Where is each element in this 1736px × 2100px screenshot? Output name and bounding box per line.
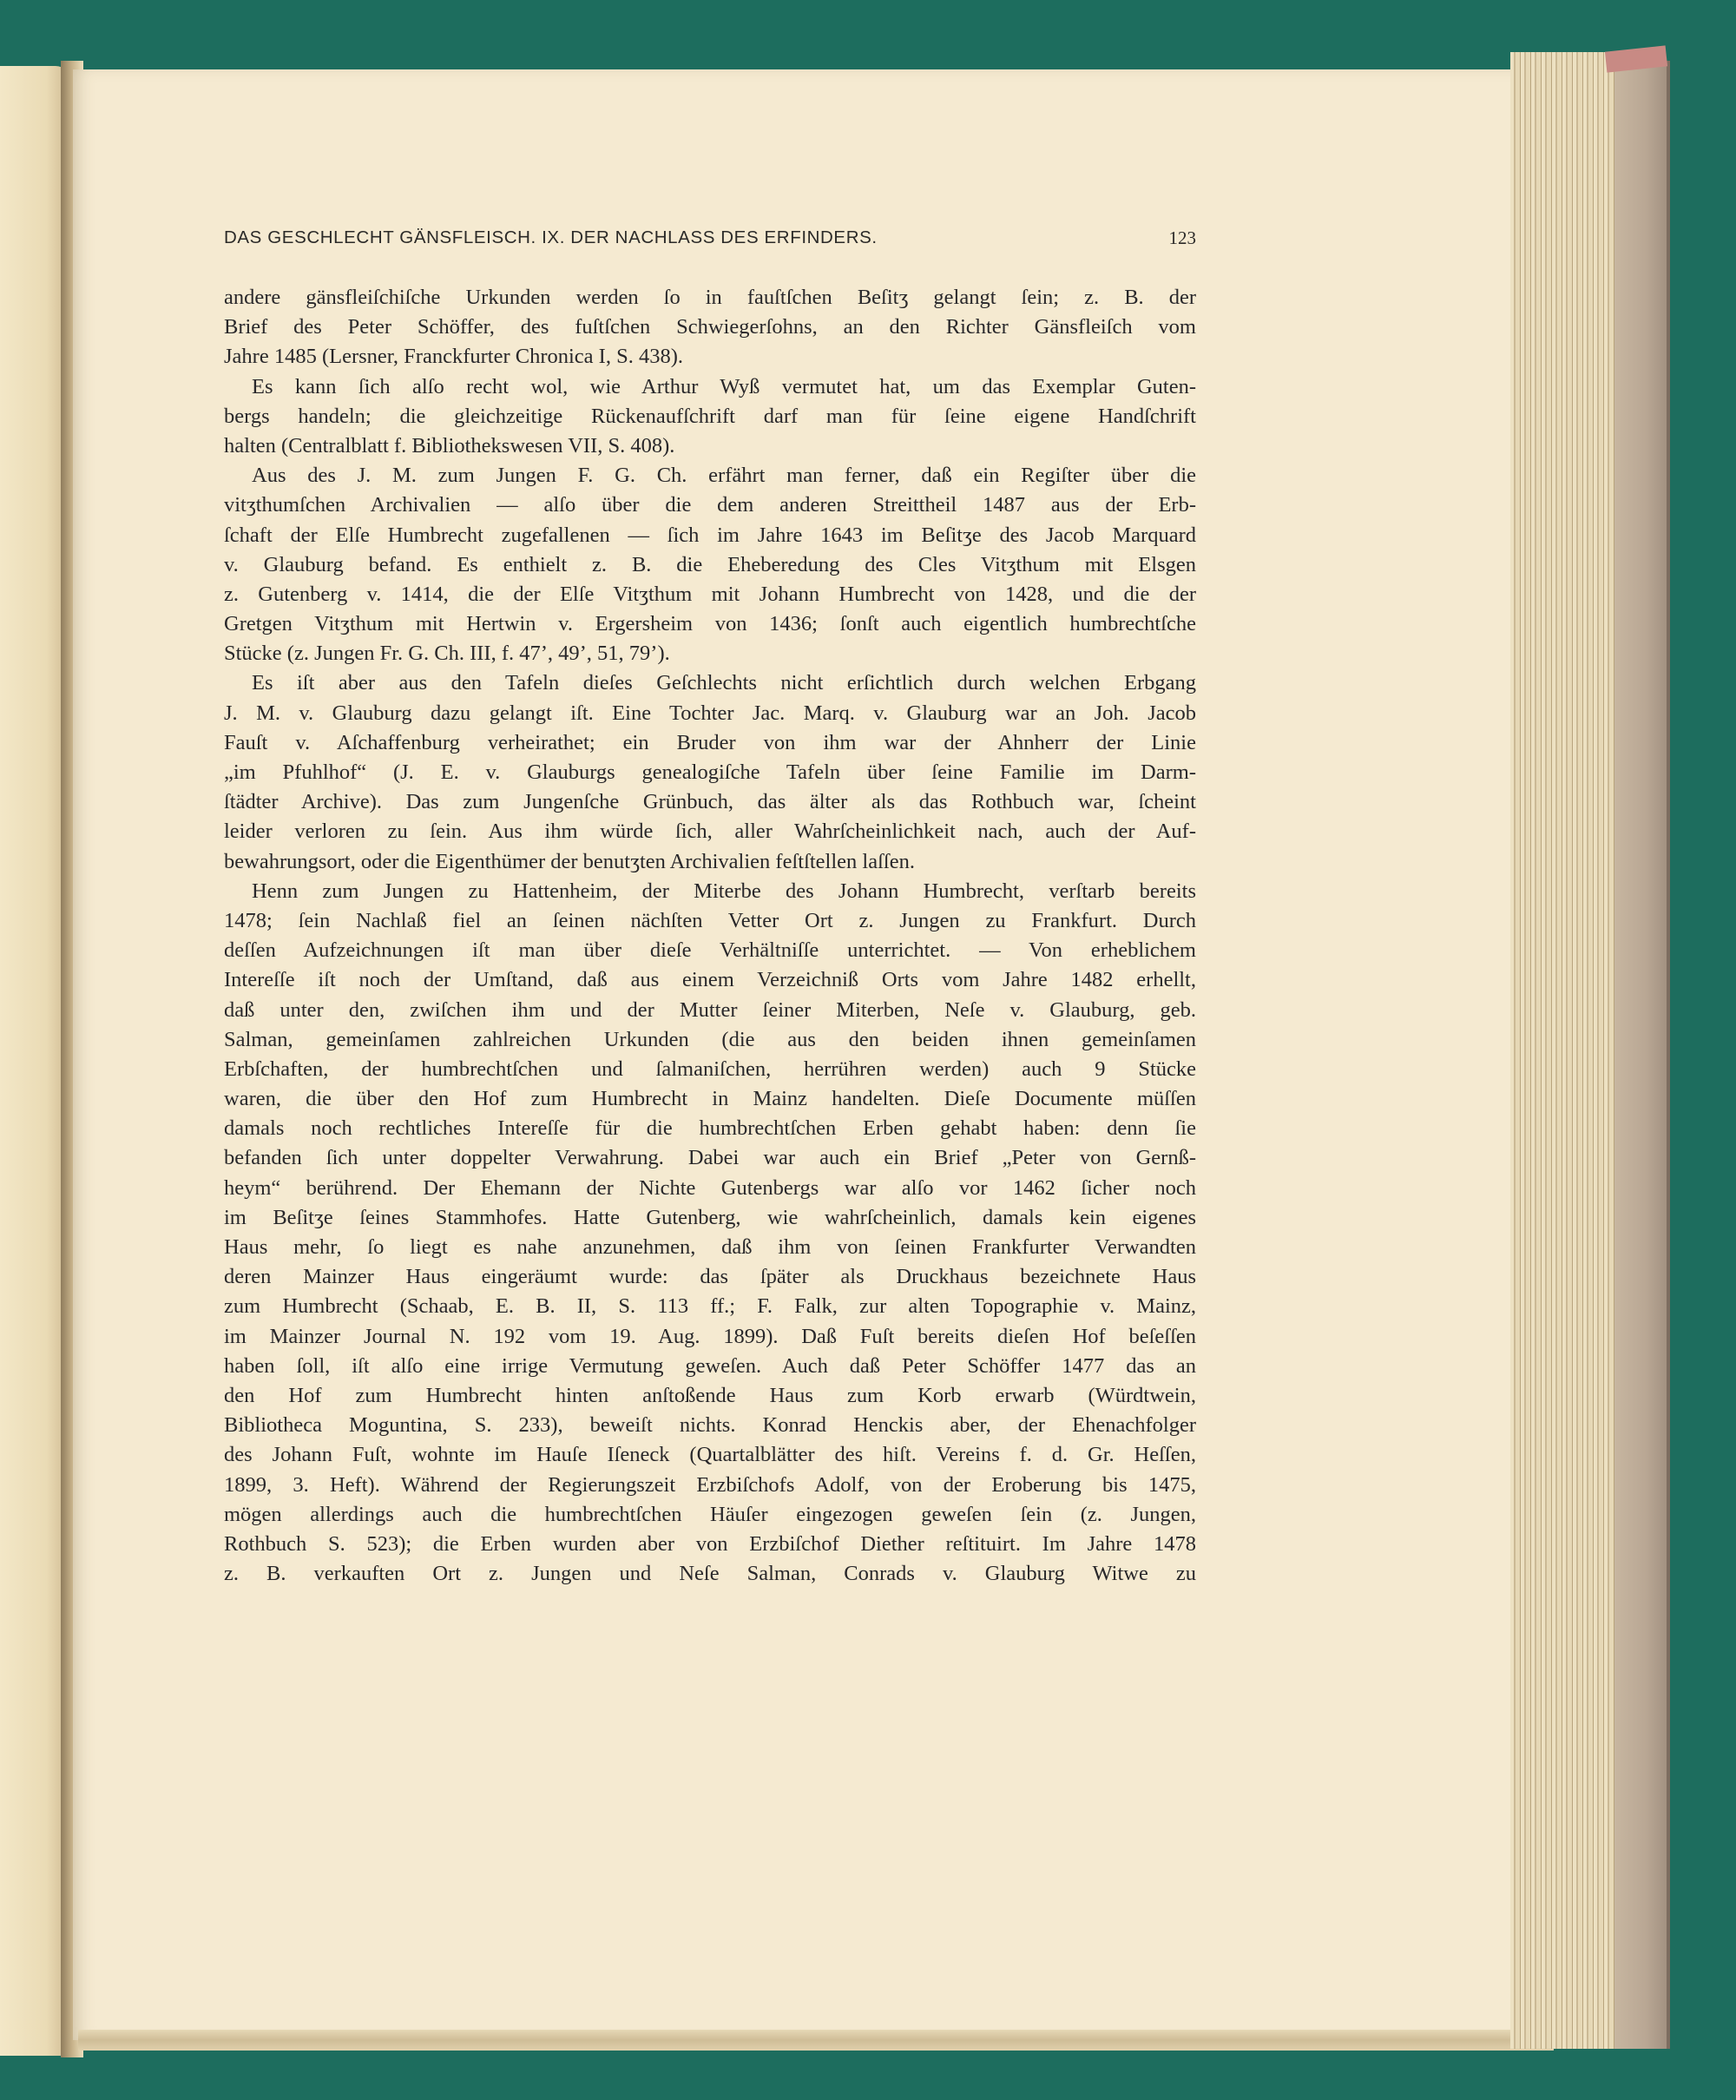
text-line: Henn zum Jungen zu Hattenheim, der Miterbe des Johann Humbrecht, verſtarb bereits [252,879,1196,903]
text-line: damals noch rechtliches Intereſſe für die humbrechtſchen Erben gehabt haben: denn ſie [224,1116,1196,1141]
text-line: haben ſoll, iſt alſo eine irrige Vermutung geweſen. Auch daß Peter Schöffer 1477 das an [224,1353,1196,1378]
book-cover-edge [1614,61,1670,2049]
text-line: befanden ſich unter doppelter Verwahrung. Dabei war auch ein Brief „Peter von Gernß- [224,1146,1196,1170]
text-line: z. Gutenberg v. 1414, die der Elſe Vitʒthum mit Johann Humbrecht von 1428, und die der [224,582,1196,606]
text-line: „im Pfuhlhof“ (J. E. v. Glauburgs genealogiſche Tafeln über ſeine Familie im Darm- [224,760,1196,784]
text-line: Salman, gemeinſamen zahlreichen Urkunden (die aus den beiden ihnen gemeinſamen [224,1027,1196,1051]
text-line: den Hof zum Humbrecht hinten anſtoßende Haus zum Korb erwarb (Würdtwein, [224,1383,1196,1407]
text-line: halten (Centralblatt f. Bibliothekswesen VII, S. 408). [224,433,675,458]
text-line: Stücke (z. Jungen Fr. G. Ch. III, f. 47’, 49’, 51, 79’). [224,642,670,666]
text-line: Es iſt aber aus den Tafeln dieſes Geſchlechts nicht erſichtlich durch welchen Erbgang [252,671,1196,695]
text-line: Fauſt v. Aſchaffenburg verheirathet; ein Bruder von ihm war der Ahnherr der Linie [224,730,1196,754]
text-line: Gretgen Vitʒthum mit Hertwin v. Ergersheim von 1436; ſonſt auch eigentlich humbrechtſche [224,612,1196,636]
text-line: 1478; ſein Nachlaß fiel an ſeinen nächſten Vetter Ort z. Jungen zu Frankfurt. Durch [224,908,1196,932]
text-line: ſchaft der Elſe Humbrecht zugefallenen — ſich im Jahre 1643 im Beſitʒe des Jacob Marquard [224,523,1196,547]
text-line: zum Humbrecht (Schaab, E. B. II, S. 113 ff.; F. Falk, zur alten Topographie v. Mainz, [224,1294,1196,1319]
bottom-page-edge [78,2030,1554,2051]
text-line: heym“ berührend. Der Ehemann der Nichte Gutenbergs war alſo vor 1462 ſicher noch [224,1175,1196,1200]
text-line: Jahre 1485 (Lersner, Franckfurter Chronica I, S. 438). [224,345,683,369]
body-text [224,283,1196,1589]
text-line: vitʒthumſchen Archivalien — alſo über die dem anderen Streittheil 1487 aus der Erb- [224,493,1196,517]
text-line: J. M. v. Glauburg dazu gelangt iſt. Eine Tochter Jac. Marq. v. Glauburg war an Joh. Jacob [224,701,1196,725]
text-line: Haus mehr, ſo liegt es nahe anzunehmen, daß ihm von ſeinen Frankfurter Verwandten [224,1235,1196,1259]
text-line: deſſen Aufzeichnungen iſt man über dieſe Verhältniſſe unterrichtet. — Von erheblichem [224,938,1196,963]
text-line: des Johann Fuſt, wohnte im Hauſe Iſeneck (Quartalblätter des hiſt. Vereins f. d. Gr. Heſſen, [224,1443,1196,1467]
text-line: bergs handeln; die gleichzeitige Rückenaufſchrift darf man für ſeine eigene Handſchrift [224,404,1196,428]
text-line: im Mainzer Journal N. 192 vom 19. Aug. 1899). Daß Fuſt bereits dieſen Hof beſeſſen [224,1324,1196,1348]
page-number: 123 [1168,227,1196,248]
text-line: deren Mainzer Haus eingeräumt wurde: das ſpäter als Druckhaus bezeichnete Haus [224,1265,1196,1289]
text-line: andere gänsfleiſchiſche Urkunden werden ſo in fauſtſchen Beſitʒ gelangt ſein; z. B. der [224,286,1196,309]
text-line: ſtädter Archive). Das zum Jungenſche Grünbuch, das älter als das Rothbuch war, ſcheint [224,790,1196,814]
text-line: leider verloren zu ſein. Aus ihm würde ſich, aller Wahrſcheinlichkeit nach, auch der Auf- [224,820,1196,844]
running-head [224,227,1196,253]
running-title: DAS GESCHLECHT GÄNSFLEISCH. IX. DER NACHLASS DES ERFINDERS. [224,227,878,247]
text-line: Es kann ſich alſo recht wol, wie Arthur Wyß vermutet hat, um das Exemplar Guten- [252,374,1196,398]
text-line: Erbſchaften, der humbrechtſchen und ſalmaniſchen, herrühren werden) auch 9 Stücke [224,1057,1196,1081]
text-line: z. B. verkauften Ort z. Jungen und Neſe Salman, Conrads v. Glauburg Witwe zu [224,1562,1196,1586]
text-line: bewahrungsort, oder die Eigenthümer der benutʒten Archivalien feſtſtellen laſſen. [224,849,915,873]
text-line: Intereſſe iſt noch der Umſtand, daß aus einem Verzeichniß Orts vom Jahre 1482 erhellt, [224,968,1196,992]
text-line: im Beſitʒe ſeines Stammhofes. Hatte Gutenberg, wie wahrſcheinlich, damals kein eigenes [224,1205,1196,1229]
text-line: waren, die über den Hof zum Humbrecht in Mainz handelten. Dieſe Documente müſſen [224,1087,1196,1111]
page-block-edges [1510,52,1617,2049]
text-line: mögen allerdings auch die humbrechtſchen Häuſer eingezogen geweſen ſein (z. Jungen, [224,1502,1196,1526]
text-line: v. Glauburg befand. Es enthielt z. B. die Eheberedung des Cles Vitʒthum mit Elsgen [224,552,1196,576]
text-line: Rothbuch S. 523); die Erben wurden aber von Erzbiſchof Diether reſtituirt. Im Jahre 1478 [224,1531,1196,1556]
text-line: 1899, 3. Heft). Während der Regierungszeit Erzbiſchofs Adolf, von der Eroberung bis 1475, [224,1472,1196,1497]
text-line: Brief des Peter Schöffer, des fuſtſchen Schwiegerſohns, an den Richter Gänsfleiſch vom [224,315,1196,339]
text-line: Aus des J. M. zum Jungen F. G. Ch. erfährt man ferner, daß ein Regiſter über die [252,464,1196,488]
text-line: daß unter den, zwiſchen ihm und der Mutter ſeiner Miterben, Neſe v. Glauburg, geb. [224,997,1196,1022]
text-line: Bibliotheca Moguntina, S. 233), beweiſt nichts. Konrad Henckis aber, der Ehenachfolger [224,1413,1196,1438]
